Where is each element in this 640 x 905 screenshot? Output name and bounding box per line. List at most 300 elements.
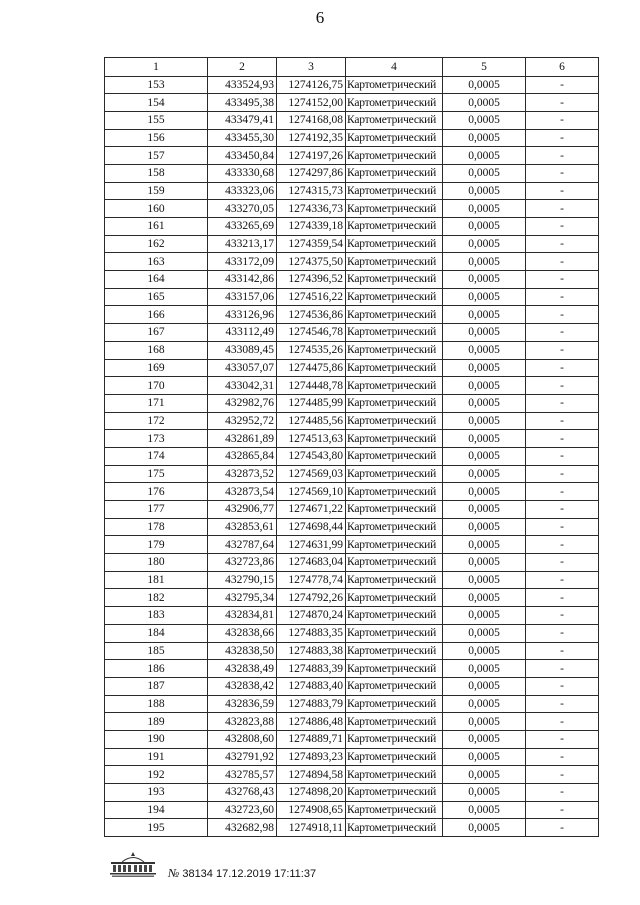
table-cell: 175: [105, 465, 208, 483]
table-cell: 0,0005: [443, 819, 526, 837]
table-cell: 1274535,26: [277, 341, 346, 359]
table-cell: 157: [105, 147, 208, 165]
table-cell: 0,0005: [443, 341, 526, 359]
table-row: [105, 748, 599, 766]
table-cell: Картометрический: [346, 819, 443, 837]
table-cell: Картометрический: [346, 359, 443, 377]
table-cell: 432808,60: [208, 730, 277, 748]
table-cell: Картометрический: [346, 766, 443, 784]
table-cell: Картометрический: [346, 713, 443, 731]
table-cell: -: [526, 784, 599, 802]
table-cell: 0,0005: [443, 182, 526, 200]
table-cell: 433265,69: [208, 218, 277, 236]
table-row: [105, 94, 599, 112]
table-row: [105, 589, 599, 607]
table-cell: -: [526, 394, 599, 412]
table-cell: 1274908,65: [277, 801, 346, 819]
column-header: 3: [277, 58, 346, 77]
table-cell: 0,0005: [443, 713, 526, 731]
table-cell: 432795,34: [208, 589, 277, 607]
table-row: [105, 288, 599, 306]
page-number: 6: [315, 8, 325, 27]
table-cell: Картометрический: [346, 76, 443, 94]
table-cell: Картометрический: [346, 607, 443, 625]
table-cell: 0,0005: [443, 465, 526, 483]
table-cell: Картометрический: [346, 465, 443, 483]
table-cell: Картометрический: [346, 589, 443, 607]
table-cell: 432873,54: [208, 483, 277, 501]
table-cell: 0,0005: [443, 748, 526, 766]
table-cell: 167: [105, 324, 208, 342]
table-cell: 0,0005: [443, 607, 526, 625]
table-cell: 432838,42: [208, 677, 277, 695]
table-cell: 433213,17: [208, 235, 277, 253]
table-cell: 1274883,38: [277, 642, 346, 660]
table-cell: 1274870,24: [277, 607, 346, 625]
table-cell: 433057,07: [208, 359, 277, 377]
table-cell: 1274297,86: [277, 164, 346, 182]
table-cell: 432790,15: [208, 571, 277, 589]
table-cell: 0,0005: [443, 501, 526, 519]
table-cell: 0,0005: [443, 394, 526, 412]
table-cell: Картометрический: [346, 518, 443, 536]
table-cell: -: [526, 94, 599, 112]
table-cell: -: [526, 589, 599, 607]
table-row: [105, 766, 599, 784]
table-cell: 0,0005: [443, 766, 526, 784]
table-cell: -: [526, 447, 599, 465]
table-cell: 432791,92: [208, 748, 277, 766]
table-cell: -: [526, 713, 599, 731]
table-cell: Картометрический: [346, 677, 443, 695]
table-row: [105, 518, 599, 536]
table-cell: 432785,57: [208, 766, 277, 784]
table-cell: Картометрический: [346, 447, 443, 465]
table-cell: 195: [105, 819, 208, 837]
table-cell: 191: [105, 748, 208, 766]
table-cell: 1274126,75: [277, 76, 346, 94]
table-cell: 0,0005: [443, 430, 526, 448]
table-cell: 0,0005: [443, 730, 526, 748]
table-cell: 432952,72: [208, 412, 277, 430]
table-cell: -: [526, 430, 599, 448]
table-row: [105, 76, 599, 94]
column-header: 5: [443, 58, 526, 77]
table-cell: -: [526, 607, 599, 625]
table-cell: 432768,43: [208, 784, 277, 802]
table-cell: 0,0005: [443, 695, 526, 713]
table-row: [105, 359, 599, 377]
table-cell: 0,0005: [443, 76, 526, 94]
table-cell: 433330,68: [208, 164, 277, 182]
table-cell: 180: [105, 554, 208, 572]
table-cell: 1274569,03: [277, 465, 346, 483]
table-cell: Картометрический: [346, 111, 443, 129]
table-cell: 1274485,56: [277, 412, 346, 430]
table-cell: 1274918,11: [277, 819, 346, 837]
table-row: [105, 147, 599, 165]
table-cell: 0,0005: [443, 660, 526, 678]
registration-number-and-date: 38134 17.12.2019 17:11:37: [182, 868, 317, 880]
table-cell: 169: [105, 359, 208, 377]
table-cell: 1274883,35: [277, 624, 346, 642]
table-cell: -: [526, 730, 599, 748]
table-cell: -: [526, 200, 599, 218]
table-cell: 0,0005: [443, 518, 526, 536]
table-row: [105, 801, 599, 819]
table-cell: 176: [105, 483, 208, 501]
table-cell: 433524,93: [208, 76, 277, 94]
column-header: 2: [208, 58, 277, 77]
table-cell: -: [526, 111, 599, 129]
table-cell: 0,0005: [443, 111, 526, 129]
table-cell: 1274339,18: [277, 218, 346, 236]
table-cell: -: [526, 235, 599, 253]
table-cell: 0,0005: [443, 147, 526, 165]
table-cell: Картометрический: [346, 182, 443, 200]
table-row: [105, 713, 599, 731]
table-cell: 432853,61: [208, 518, 277, 536]
table-cell: Картометрический: [346, 394, 443, 412]
table-row: [105, 819, 599, 837]
table-cell: 0,0005: [443, 253, 526, 271]
table-cell: -: [526, 182, 599, 200]
table-cell: 1274516,22: [277, 288, 346, 306]
table-cell: 177: [105, 501, 208, 519]
table-cell: -: [526, 271, 599, 289]
table-cell: 1274671,22: [277, 501, 346, 519]
table-cell: 1274475,86: [277, 359, 346, 377]
table-cell: Картометрический: [346, 554, 443, 572]
column-header: 6: [526, 58, 599, 77]
table-cell: -: [526, 341, 599, 359]
table-cell: -: [526, 324, 599, 342]
table-cell: -: [526, 766, 599, 784]
table-cell: 1274894,58: [277, 766, 346, 784]
table-cell: 433495,38: [208, 94, 277, 112]
coordinates-table: [104, 57, 599, 837]
table-cell: 1274197,26: [277, 147, 346, 165]
table-cell: 168: [105, 341, 208, 359]
table-cell: 0,0005: [443, 784, 526, 802]
table-cell: 0,0005: [443, 288, 526, 306]
table-cell: Картометрический: [346, 483, 443, 501]
table-cell: 433126,96: [208, 306, 277, 324]
table-cell: 1274448,78: [277, 377, 346, 395]
table-cell: 1274315,73: [277, 182, 346, 200]
table-row: [105, 324, 599, 342]
table-cell: -: [526, 218, 599, 236]
table-cell: Картометрический: [346, 129, 443, 147]
table-cell: 433089,45: [208, 341, 277, 359]
table-cell: 433172,09: [208, 253, 277, 271]
table-cell: 433455,30: [208, 129, 277, 147]
table-cell: Картометрический: [346, 147, 443, 165]
table-cell: Картометрический: [346, 341, 443, 359]
table-cell: 1274889,71: [277, 730, 346, 748]
table-cell: Картометрический: [346, 660, 443, 678]
table-cell: 166: [105, 306, 208, 324]
table-cell: 433270,05: [208, 200, 277, 218]
table-cell: 0,0005: [443, 589, 526, 607]
table-row: [105, 536, 599, 554]
table-cell: 1274336,73: [277, 200, 346, 218]
table-cell: Картометрический: [346, 164, 443, 182]
table-cell: 194: [105, 801, 208, 819]
table-cell: Картометрический: [346, 695, 443, 713]
table-row: [105, 677, 599, 695]
table-cell: 1274396,52: [277, 271, 346, 289]
table-cell: 1274898,20: [277, 784, 346, 802]
table-cell: Картометрический: [346, 306, 443, 324]
table-cell: Картометрический: [346, 218, 443, 236]
table-cell: 0,0005: [443, 235, 526, 253]
table-cell: Картометрический: [346, 571, 443, 589]
table-row: [105, 554, 599, 572]
table-cell: -: [526, 695, 599, 713]
table-cell: 160: [105, 200, 208, 218]
table-cell: Картометрический: [346, 412, 443, 430]
table-cell: 432723,60: [208, 801, 277, 819]
table-cell: 174: [105, 447, 208, 465]
table-row: [105, 571, 599, 589]
table-cell: 156: [105, 129, 208, 147]
table-cell: -: [526, 660, 599, 678]
table-cell: 0,0005: [443, 271, 526, 289]
table-cell: Картометрический: [346, 235, 443, 253]
table-cell: 432873,52: [208, 465, 277, 483]
table-cell: 165: [105, 288, 208, 306]
table-cell: -: [526, 377, 599, 395]
table-cell: 433042,31: [208, 377, 277, 395]
table-row: [105, 430, 599, 448]
table-row: [105, 660, 599, 678]
table-row: [105, 730, 599, 748]
table-cell: 433479,41: [208, 111, 277, 129]
table-cell: 1274883,40: [277, 677, 346, 695]
table-cell: 1274792,26: [277, 589, 346, 607]
table-cell: Картометрический: [346, 377, 443, 395]
table-cell: 0,0005: [443, 483, 526, 501]
table-cell: 432787,64: [208, 536, 277, 554]
table-cell: 0,0005: [443, 164, 526, 182]
table-row: [105, 501, 599, 519]
table-cell: -: [526, 642, 599, 660]
table-cell: 0,0005: [443, 129, 526, 147]
table-cell: 188: [105, 695, 208, 713]
table-cell: 158: [105, 164, 208, 182]
table-row: [105, 182, 599, 200]
table-cell: 193: [105, 784, 208, 802]
table-row: [105, 111, 599, 129]
table-cell: 432838,50: [208, 642, 277, 660]
table-cell: 0,0005: [443, 359, 526, 377]
table-cell: 181: [105, 571, 208, 589]
table-cell: 1274485,99: [277, 394, 346, 412]
table-cell: 1274375,50: [277, 253, 346, 271]
table-cell: -: [526, 801, 599, 819]
table-row: [105, 253, 599, 271]
table-cell: 1274359,54: [277, 235, 346, 253]
table-cell: Картометрический: [346, 430, 443, 448]
table-cell: 173: [105, 430, 208, 448]
table-cell: Картометрический: [346, 501, 443, 519]
table-cell: 183: [105, 607, 208, 625]
table-row: [105, 218, 599, 236]
table-cell: 1274569,10: [277, 483, 346, 501]
table-cell: 1274893,23: [277, 748, 346, 766]
table-cell: -: [526, 164, 599, 182]
table-cell: 0,0005: [443, 642, 526, 660]
table-cell: 186: [105, 660, 208, 678]
number-sign: №: [168, 866, 180, 880]
table-cell: 1274192,35: [277, 129, 346, 147]
table-cell: -: [526, 465, 599, 483]
table-cell: 432838,66: [208, 624, 277, 642]
table-cell: 162: [105, 235, 208, 253]
table-row: [105, 306, 599, 324]
table-cell: -: [526, 554, 599, 572]
table-cell: 1274513,63: [277, 430, 346, 448]
table-cell: 432834,81: [208, 607, 277, 625]
table-cell: 1274152,00: [277, 94, 346, 112]
table-cell: -: [526, 518, 599, 536]
table-cell: -: [526, 288, 599, 306]
table-cell: 1274683,04: [277, 554, 346, 572]
table-cell: 0,0005: [443, 536, 526, 554]
table-cell: 1274543,80: [277, 447, 346, 465]
table-cell: 432982,76: [208, 394, 277, 412]
table-row: [105, 412, 599, 430]
table-cell: -: [526, 624, 599, 642]
table-cell: 0,0005: [443, 554, 526, 572]
table-cell: 1274546,78: [277, 324, 346, 342]
table-cell: 189: [105, 713, 208, 731]
table-cell: -: [526, 147, 599, 165]
table-cell: 433450,84: [208, 147, 277, 165]
table-row: [105, 394, 599, 412]
document-registration-stamp: [168, 866, 316, 881]
table-cell: 172: [105, 412, 208, 430]
table-cell: Картометрический: [346, 253, 443, 271]
table-cell: 1274698,44: [277, 518, 346, 536]
table-row: [105, 695, 599, 713]
table-cell: -: [526, 748, 599, 766]
table-cell: 161: [105, 218, 208, 236]
table-cell: 0,0005: [443, 324, 526, 342]
table-cell: -: [526, 129, 599, 147]
table-cell: Картометрический: [346, 730, 443, 748]
table-cell: 432723,86: [208, 554, 277, 572]
table-cell: 432861,89: [208, 430, 277, 448]
table-cell: Картометрический: [346, 748, 443, 766]
table-cell: 159: [105, 182, 208, 200]
footer: [108, 850, 468, 880]
table-row: [105, 235, 599, 253]
table-cell: 179: [105, 536, 208, 554]
table-cell: 192: [105, 766, 208, 784]
table-cell: 190: [105, 730, 208, 748]
table-row: [105, 465, 599, 483]
table-cell: 0,0005: [443, 801, 526, 819]
table-cell: -: [526, 501, 599, 519]
table-cell: 432682,98: [208, 819, 277, 837]
table-cell: 0,0005: [443, 306, 526, 324]
table-cell: 432836,59: [208, 695, 277, 713]
table-row: [105, 164, 599, 182]
table-cell: Картометрический: [346, 324, 443, 342]
table-row: [105, 624, 599, 642]
table-cell: 163: [105, 253, 208, 271]
table-cell: 433323,06: [208, 182, 277, 200]
table-cell: -: [526, 536, 599, 554]
table-cell: 0,0005: [443, 412, 526, 430]
table-cell: 187: [105, 677, 208, 695]
table-row: [105, 377, 599, 395]
table-cell: -: [526, 76, 599, 94]
table-cell: 153: [105, 76, 208, 94]
table-row: [105, 642, 599, 660]
table-cell: 1274631,99: [277, 536, 346, 554]
table-cell: 164: [105, 271, 208, 289]
table-cell: Картометрический: [346, 200, 443, 218]
table-header-row: [105, 58, 599, 77]
table-cell: -: [526, 819, 599, 837]
table-cell: 433142,86: [208, 271, 277, 289]
table-cell: 433112,49: [208, 324, 277, 342]
table-cell: 0,0005: [443, 571, 526, 589]
table-cell: 182: [105, 589, 208, 607]
table-cell: 155: [105, 111, 208, 129]
table-cell: 0,0005: [443, 94, 526, 112]
table-cell: Картометрический: [346, 94, 443, 112]
table-row: [105, 483, 599, 501]
table-cell: 433157,06: [208, 288, 277, 306]
table-cell: 1274886,48: [277, 713, 346, 731]
table-cell: 185: [105, 642, 208, 660]
table-cell: 432823,88: [208, 713, 277, 731]
table-cell: Картометрический: [346, 642, 443, 660]
table-cell: 0,0005: [443, 218, 526, 236]
table-cell: Картометрический: [346, 271, 443, 289]
table-cell: 171: [105, 394, 208, 412]
table-cell: Картометрический: [346, 624, 443, 642]
table-cell: 0,0005: [443, 200, 526, 218]
table-cell: -: [526, 571, 599, 589]
column-header: 1: [105, 58, 208, 77]
column-header: 4: [346, 58, 443, 77]
table-cell: -: [526, 483, 599, 501]
building-seal-icon: [108, 850, 158, 878]
table-cell: Картометрический: [346, 536, 443, 554]
table-row: [105, 784, 599, 802]
table-cell: 1274536,86: [277, 306, 346, 324]
table-cell: -: [526, 677, 599, 695]
table-cell: 178: [105, 518, 208, 536]
table-row: [105, 129, 599, 147]
table-cell: 170: [105, 377, 208, 395]
table-row: [105, 341, 599, 359]
table-cell: -: [526, 306, 599, 324]
table-cell: 1274168,08: [277, 111, 346, 129]
table-cell: 432865,84: [208, 447, 277, 465]
table-cell: 0,0005: [443, 377, 526, 395]
table-cell: 154: [105, 94, 208, 112]
table-row: [105, 607, 599, 625]
table-cell: -: [526, 412, 599, 430]
table-cell: 432906,77: [208, 501, 277, 519]
table-cell: -: [526, 253, 599, 271]
